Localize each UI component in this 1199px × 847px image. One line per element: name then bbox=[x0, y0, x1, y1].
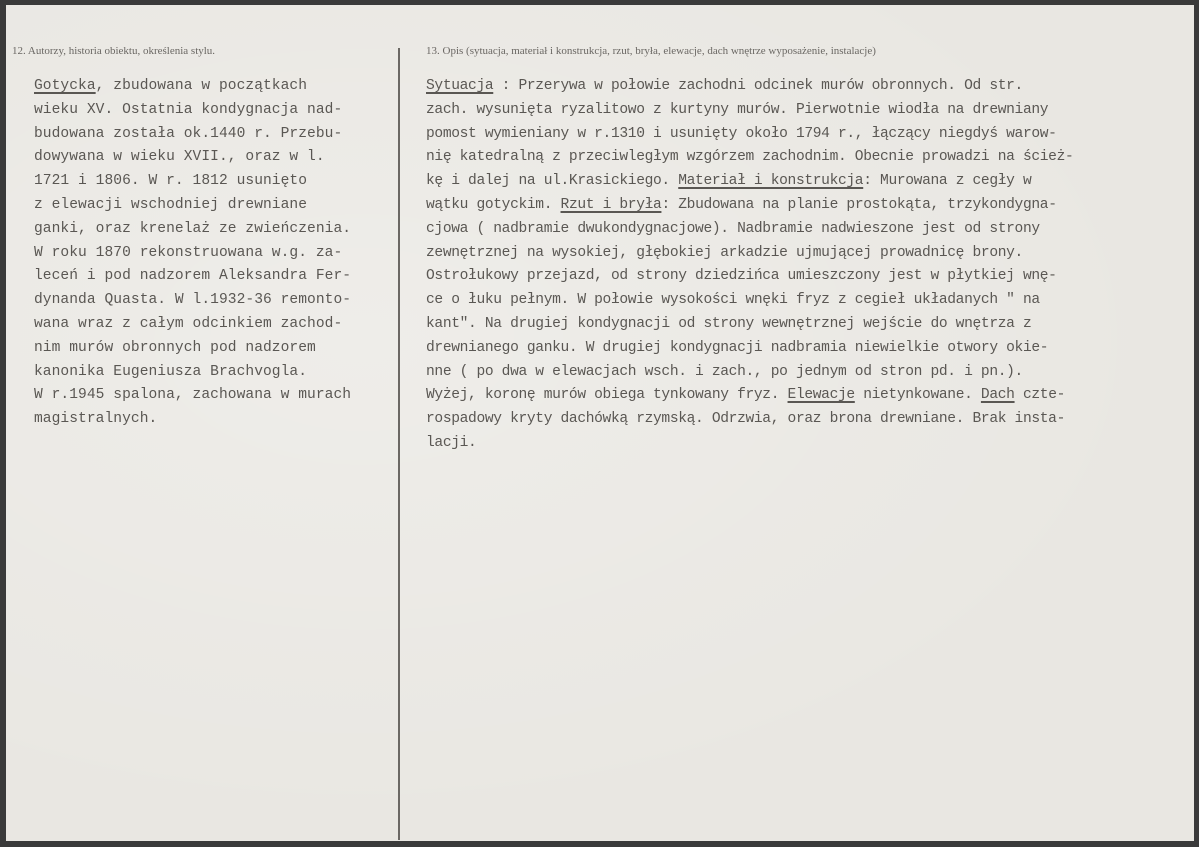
description-line bbox=[426, 146, 1073, 170]
description-line bbox=[426, 337, 1073, 361]
description-line bbox=[426, 384, 1073, 408]
description-line bbox=[426, 361, 1073, 385]
description-line bbox=[426, 265, 1073, 289]
history-line bbox=[34, 337, 351, 361]
history-line bbox=[34, 170, 351, 194]
description-line bbox=[426, 432, 1073, 456]
line-text: kanonika Eugeniusza Brachvogla. bbox=[34, 363, 308, 380]
underlined-heading: Materiał i konstrukcja bbox=[678, 173, 864, 190]
description-line bbox=[426, 242, 1073, 266]
description-line bbox=[426, 170, 1073, 194]
line-text: czte- bbox=[1014, 387, 1066, 404]
line-text: drewnianego ganku. W drugiej kondygnacji nadbramia niewielkie otwory okie- bbox=[426, 339, 1049, 356]
history-line bbox=[34, 218, 351, 242]
line-text: kant". Na drugiej kondygnacji od strony wewnętrznej wejście do wnętrza z bbox=[426, 315, 1032, 332]
underlined-heading: Sytuacja bbox=[426, 78, 494, 94]
history-line bbox=[34, 194, 351, 218]
line-text: : Przerywa w połowie zachodni odcinek murów obronnych. Od str. bbox=[493, 78, 1023, 94]
line-text: : Murowana z cegły w bbox=[863, 173, 1032, 190]
section-13-label: 13. Opis (sytuacja, materiał i konstrukcja, rzut, bryła, elewacje, dach wnętrze wyposażenie, instalacje) bbox=[426, 45, 876, 57]
underlined-heading: Elewacje bbox=[787, 387, 855, 404]
description-line bbox=[426, 75, 1073, 99]
description-line bbox=[426, 99, 1073, 123]
line-text: W roku 1870 rekonstruowana w.g. za- bbox=[34, 244, 343, 261]
history-text bbox=[34, 75, 351, 432]
archive-record-card bbox=[6, 5, 1194, 841]
line-text: Wyżej, koronę murów obiega tynkowany fryz. bbox=[426, 387, 788, 404]
line-text: zach. wysunięta ryzalitowo z kurtyny murów. Pierwotnie wiodła na drewniany bbox=[426, 101, 1049, 118]
description-line bbox=[426, 123, 1073, 147]
underlined-heading: Rzut i bryła bbox=[560, 196, 662, 213]
history-line bbox=[34, 265, 351, 289]
line-text: lacji. bbox=[426, 434, 477, 451]
line-text: dynanda Quasta. W l.1932-36 remonto- bbox=[34, 292, 352, 309]
line-text: ce o łuku pełnym. W połowie wysokości wnęki fryz z cegieł układanych " na bbox=[426, 292, 1040, 309]
description-line bbox=[426, 313, 1073, 337]
line-text: 1721 i 1806. W r. 1812 usunięto bbox=[34, 173, 308, 190]
line-text: : Zbudowana na planie prostokąta, trzykondygna- bbox=[661, 196, 1057, 213]
history-line bbox=[34, 384, 351, 408]
line-text: nię katedralną z przeciwległym wzgórzem zachodnim. Obecnie prowadzi na ścież- bbox=[426, 149, 1074, 166]
line-text: wieku XV. Ostatnia kondygnacja nad- bbox=[34, 101, 343, 118]
description-line bbox=[426, 408, 1073, 432]
line-text: dowywana w wieku XVII., oraz w l. bbox=[34, 149, 325, 166]
line-text: nne ( po dwa w elewacjach wsch. i zach., po jednym od stron pd. i pn.). bbox=[426, 363, 1023, 380]
column-divider bbox=[398, 48, 400, 840]
line-text: ganki, oraz krenelaż ze zwieńczenia. bbox=[34, 220, 352, 237]
line-text: zewnętrznej na wysokiej, głębokiej arkadzie ujmującej prowadnicę brony. bbox=[426, 244, 1023, 261]
history-line bbox=[34, 75, 351, 99]
line-text: cjowa ( nadbramie dwukondygnacjowe). Nadbramie nadwieszone jest od strony bbox=[426, 220, 1040, 237]
line-text: leceń i pod nadzorem Aleksandra Fer- bbox=[34, 268, 352, 285]
history-line bbox=[34, 99, 351, 123]
history-line bbox=[34, 242, 351, 266]
description-line bbox=[426, 194, 1073, 218]
line-text: pomost wymieniany w r.1310 i usunięty około 1794 r., łączący niegdyś warow- bbox=[426, 125, 1057, 142]
history-line bbox=[34, 123, 351, 147]
history-line bbox=[34, 361, 351, 385]
line-text: , zbudowana w początkach bbox=[95, 78, 308, 94]
line-text: rospadowy kryty dachówką rzymską. Odrzwia, oraz brona drewniane. Brak insta- bbox=[426, 411, 1065, 428]
line-text: budowana została ok.1440 r. Przebu- bbox=[34, 125, 343, 142]
history-line bbox=[34, 313, 351, 337]
line-text: magistralnych. bbox=[34, 411, 158, 428]
line-text: Ostrołukowy przejazd, od strony dziedzińca umieszczony jest w płytkiej wnę- bbox=[426, 268, 1057, 285]
underlined-heading: Dach bbox=[980, 387, 1015, 404]
history-line bbox=[34, 408, 351, 432]
line-text: nim murów obronnych pod nadzorem bbox=[34, 339, 316, 356]
section-12-label: 12. Autorzy, historia obiektu, określenia stylu. bbox=[12, 45, 216, 57]
underlined-term: Gotycka bbox=[34, 78, 96, 94]
line-text: W r.1945 spalona, zachowana w murach bbox=[34, 387, 352, 404]
line-text: nietynkowane. bbox=[854, 387, 981, 404]
line-text: kę i dalej na ul.Krasickiego. bbox=[426, 173, 679, 190]
line-text: wana wraz z całym odcinkiem zachod- bbox=[34, 315, 343, 332]
line-text: z elewacji wschodniej drewniane bbox=[34, 196, 308, 213]
history-line bbox=[34, 289, 351, 313]
line-text: wątku gotyckim. bbox=[426, 196, 561, 213]
description-line bbox=[426, 289, 1073, 313]
history-line bbox=[34, 146, 351, 170]
description-line bbox=[426, 218, 1073, 242]
description-text bbox=[426, 75, 1073, 456]
